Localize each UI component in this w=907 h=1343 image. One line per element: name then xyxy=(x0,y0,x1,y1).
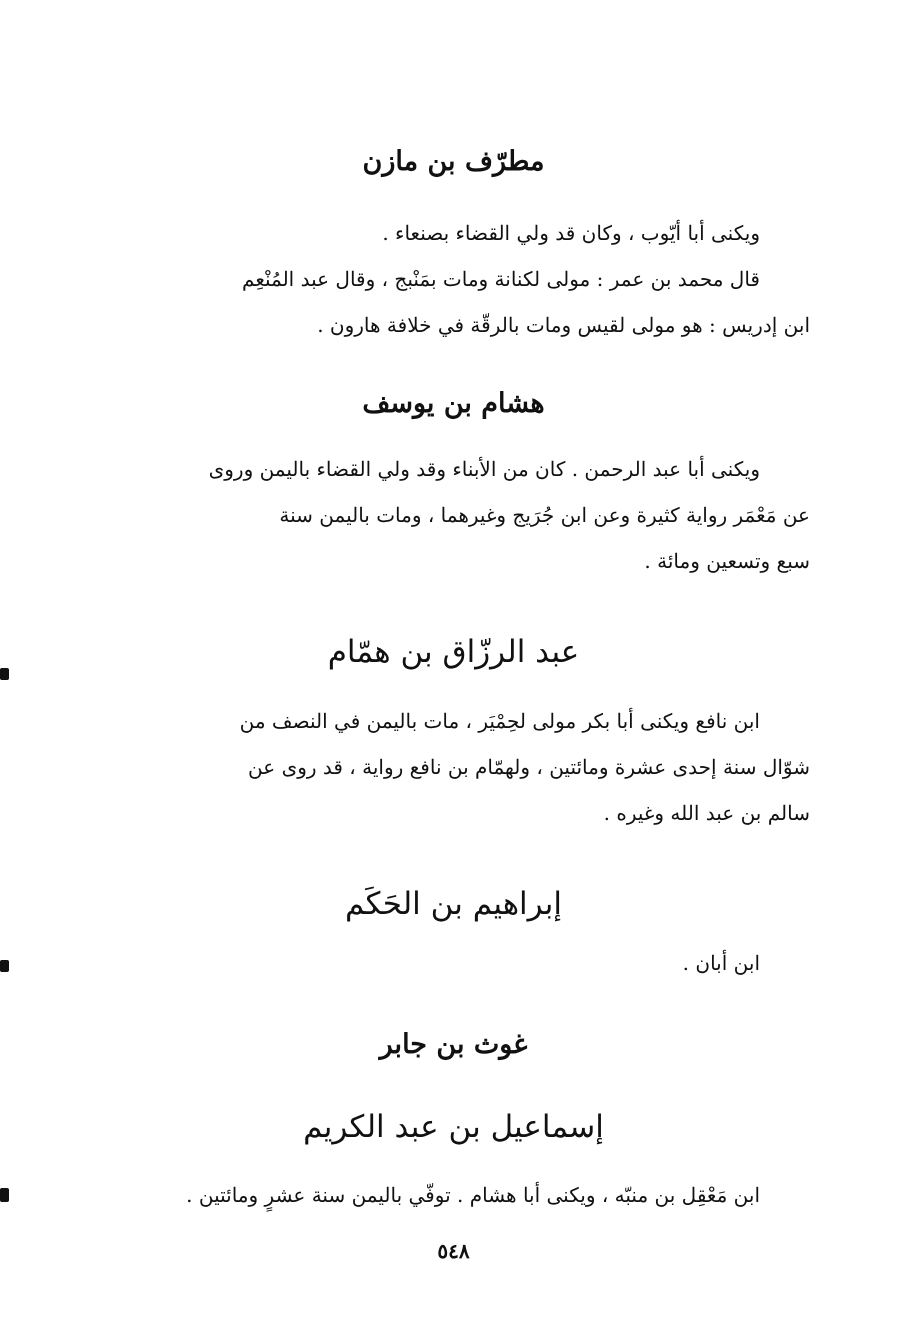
section-body xyxy=(110,940,810,986)
scan-edge-mark xyxy=(0,960,9,972)
text-line: ابن أبان . xyxy=(682,951,760,975)
section-title: غوث بن جابر xyxy=(379,1029,528,1060)
page-number: ٥٤٨ xyxy=(437,1239,470,1263)
text-line: عن مَعْمَر رواية كثيرة وعن ابن جُرَيج وغيرهما ، ومات باليمن سنة xyxy=(279,503,810,527)
section-title: هشام بن يوسف xyxy=(362,388,545,419)
text-line: ابن نافع ويكنى أبا بكر مولى لحِمْيَر ، مات باليمن في النصف من xyxy=(239,709,760,733)
section-title: عبد الرزّاق بن همّام xyxy=(327,634,580,670)
text-line: ويكنى أبا أيّوب ، وكان قد ولي القضاء بصنعاء . xyxy=(382,221,760,245)
scan-edge-mark xyxy=(0,1188,9,1202)
section-title: إبراهيم بن الحَكَم xyxy=(344,886,563,922)
section-body xyxy=(110,446,810,584)
text-line: ويكنى أبا عبد الرحمن . كان من الأبناء وقد ولي القضاء باليمن وروى xyxy=(208,457,760,481)
section-title: إسماعيل بن عبد الكريم xyxy=(303,1109,604,1145)
scan-edge-mark xyxy=(0,668,9,680)
section-body xyxy=(110,210,810,348)
text-line: ابن إدريس : هو مولى لقيس ومات بالرقّة في خلافة هارون . xyxy=(317,313,810,337)
section-body xyxy=(110,698,810,836)
text-line: قال محمد بن عمر : مولى لكنانة ومات بمَنْبج ، وقال عبد المُنْعِم xyxy=(242,267,760,291)
text-line: شوّال سنة إحدى عشرة ومائتين ، ولهمّام بن نافع رواية ، قد روى عن xyxy=(248,755,810,779)
section-title: مطرّف بن مازن xyxy=(362,146,545,177)
text-line: سالم بن عبد الله وغيره . xyxy=(603,801,810,825)
text-line: سبع وتسعين ومائة . xyxy=(644,549,810,573)
text-line: ابن مَعْقِل بن منبّه ، ويكنى أبا هشام . توفّي باليمن سنة عشرٍ ومائتين . xyxy=(186,1183,760,1207)
section-body xyxy=(110,1172,810,1218)
